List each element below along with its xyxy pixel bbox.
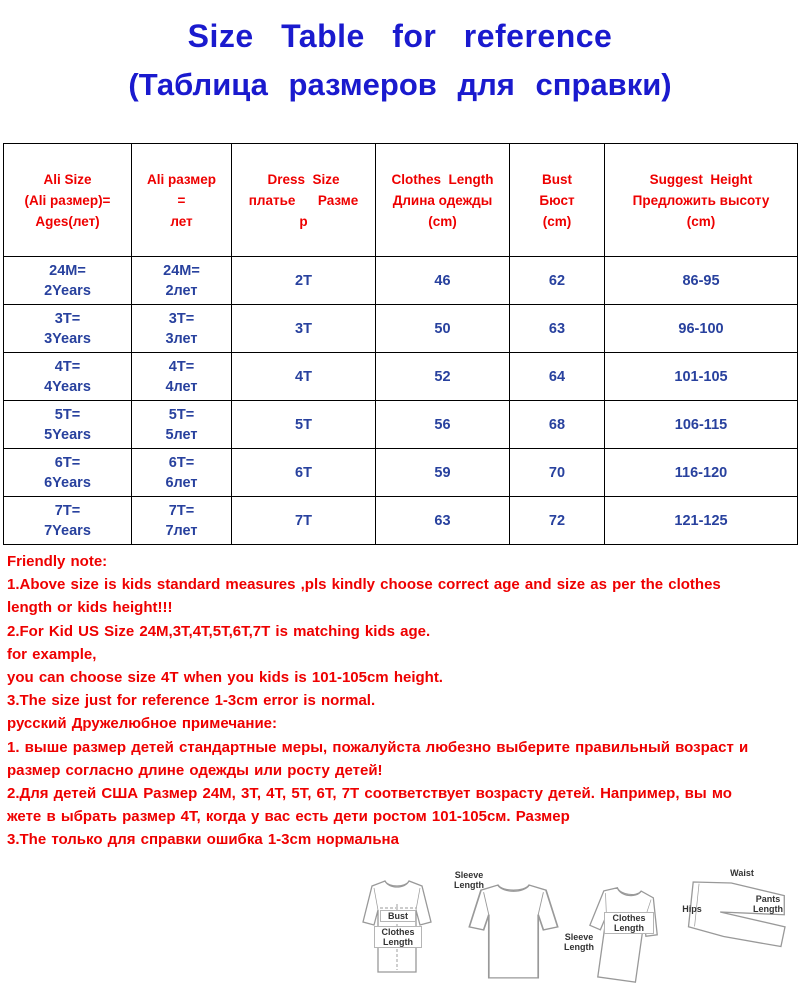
cell-line: 2Years	[44, 282, 91, 299]
header-line: Clothes Length	[391, 171, 494, 187]
cell-line: 3лет	[165, 330, 198, 347]
col-header-suggest-height	[605, 144, 798, 257]
cell-suggest-height: 116-120	[605, 449, 798, 497]
cell-ali-razmer	[132, 401, 232, 449]
header-line: (cm)	[686, 213, 716, 229]
cell-clothes-length: 52	[376, 353, 510, 401]
sleeve-length-label-top: Sleeve Length	[454, 870, 484, 890]
table-row	[4, 305, 798, 353]
clothes-length-label-left: Clothes Length	[374, 926, 422, 948]
cell-dress-size: 2T	[232, 257, 376, 305]
cell-suggest-height: 96-100	[605, 305, 798, 353]
cell-line: 5T=	[54, 406, 81, 423]
note-line: 2.Для детей США Размер 24M, 3T, 4T, 5T, 6T, 7T соответствует возрасту детей. Например, вы мо	[7, 785, 732, 803]
cell-line: 7T=	[168, 502, 195, 519]
cell-line: 4T=	[168, 358, 195, 375]
header-line: Длина одежды	[392, 192, 493, 208]
shirt-figure-middle	[469, 885, 557, 978]
cell-ali-razmer	[132, 257, 232, 305]
cell-ali-size	[4, 305, 132, 353]
cell-line: 6лет	[165, 474, 198, 491]
cell-suggest-height: 86-95	[605, 257, 798, 305]
cell-clothes-length: 63	[376, 497, 510, 545]
note-line: 3.The только для справки ошибка 1-3cm нормальна	[7, 831, 399, 849]
note-line: русский Дружелюбное примечание:	[7, 715, 278, 733]
cell-bust: 62	[510, 257, 605, 305]
header-line: Bust	[542, 171, 572, 187]
cell-clothes-length: 56	[376, 401, 510, 449]
cell-dress-size: 7T	[232, 497, 376, 545]
cell-line: 2лет	[165, 282, 198, 299]
header-line: (cm)	[542, 213, 572, 229]
note-line: length or kids height!!!	[7, 599, 173, 617]
note-line: 3.The size just for reference 1-3cm error is normal.	[7, 692, 376, 710]
cell-bust: 63	[510, 305, 605, 353]
col-header-dress-size	[232, 144, 376, 257]
cell-clothes-length: 50	[376, 305, 510, 353]
note-line: 2.For Kid US Size 24M,3T,4T,5T,6T,7T is matching kids age.	[7, 622, 431, 640]
cell-line: 6T=	[54, 454, 81, 471]
col-header-clothes-length	[376, 144, 510, 257]
cell-line: 4T=	[54, 358, 81, 375]
header-line: лет	[170, 213, 193, 229]
col-header-ali-size	[4, 144, 132, 257]
header-line: =	[177, 192, 186, 208]
pants-length-label: Pants Length	[753, 894, 783, 914]
note-line: размер согласно длине одежды или росту детей!	[7, 761, 383, 779]
table-row	[4, 353, 798, 401]
cell-ali-razmer	[132, 353, 232, 401]
header-row	[4, 144, 798, 257]
page-title: Size Table for reference	[187, 18, 613, 54]
header-line: Dress Size	[267, 171, 340, 187]
cell-bust: 70	[510, 449, 605, 497]
note-line: 1. выше размер детей стандартные меры, пожалуйста любезно выберите правильный возраст и	[7, 738, 749, 756]
note-line: you can choose size 4T when you kids is 101-105cm height.	[7, 669, 443, 687]
cell-ali-razmer	[132, 449, 232, 497]
header-line: Ali размер	[146, 171, 217, 187]
cell-suggest-height: 106-115	[605, 401, 798, 449]
cell-suggest-height: 101-105	[605, 353, 798, 401]
cell-line: 7T=	[54, 502, 81, 519]
cell-dress-size: 3T	[232, 305, 376, 353]
cell-line: 5лет	[165, 426, 198, 443]
cell-dress-size: 5T	[232, 401, 376, 449]
cell-line: 5T=	[168, 406, 195, 423]
page-subtitle: (Таблица размеров для справки)	[128, 67, 672, 102]
note-line: жете в ыбрать размер 4T, когда у вас есть дети ростом 101-105см. Размер	[7, 808, 570, 826]
header-line: Бюст	[539, 192, 575, 208]
cell-ali-size	[4, 257, 132, 305]
cell-line: 4лет	[165, 378, 198, 395]
header-line: Ages(лет)	[35, 213, 100, 229]
sleeve-length-label-bottom: Sleeve Length	[564, 932, 594, 952]
cell-dress-size: 6T	[232, 449, 376, 497]
friendly-notes	[7, 550, 795, 852]
cell-bust: 64	[510, 353, 605, 401]
cell-line: 3T=	[54, 310, 81, 327]
header-line: (Ali размер)=	[24, 192, 111, 208]
note-line: 1.Above size is kids standard measures ,pls kindly choose correct age and size as per the clothes	[7, 576, 721, 594]
cell-line: 6T=	[168, 454, 195, 471]
cell-line: 3T=	[168, 310, 195, 327]
note-line: Friendly note:	[7, 553, 108, 570]
hips-label: Hips	[682, 904, 702, 914]
col-header-ali-razmer	[132, 144, 232, 257]
cell-clothes-length: 46	[376, 257, 510, 305]
cell-ali-size	[4, 449, 132, 497]
table-row	[4, 449, 798, 497]
header-line: Suggest Height	[649, 171, 753, 187]
header-line: (cm)	[428, 213, 457, 229]
size-table	[3, 143, 798, 545]
cell-line: 24M=	[163, 262, 200, 279]
cell-ali-size	[4, 401, 132, 449]
cell-ali-razmer	[132, 497, 232, 545]
cell-line: 5Years	[44, 426, 91, 443]
table-row	[4, 497, 798, 545]
header-line: Предложить высоту	[632, 192, 770, 208]
note-line: for example,	[7, 645, 97, 663]
cell-ali-razmer	[132, 305, 232, 353]
cell-suggest-height: 121-125	[605, 497, 798, 545]
clothes-length-label-right: Clothes Length	[604, 912, 654, 934]
cell-bust: 68	[510, 401, 605, 449]
cell-line: 4Years	[44, 378, 91, 395]
measurement-diagrams	[0, 858, 800, 1000]
cell-clothes-length: 59	[376, 449, 510, 497]
col-header-bust	[510, 144, 605, 257]
cell-ali-size	[4, 497, 132, 545]
cell-line: 6Years	[44, 474, 91, 491]
cell-line: 7лет	[165, 522, 198, 539]
header-line: платье Разме	[248, 192, 359, 208]
header-line: р	[299, 213, 308, 229]
cell-line: 7Years	[44, 522, 91, 539]
cell-line: 24M=	[49, 262, 86, 279]
header-line: Ali Size	[43, 171, 92, 187]
table-row	[4, 401, 798, 449]
table-row	[4, 257, 798, 305]
cell-ali-size	[4, 353, 132, 401]
waist-label: Waist	[730, 868, 754, 878]
cell-bust: 72	[510, 497, 605, 545]
cell-dress-size: 4T	[232, 353, 376, 401]
bust-label: Bust	[380, 910, 416, 922]
cell-line: 3Years	[44, 330, 91, 347]
